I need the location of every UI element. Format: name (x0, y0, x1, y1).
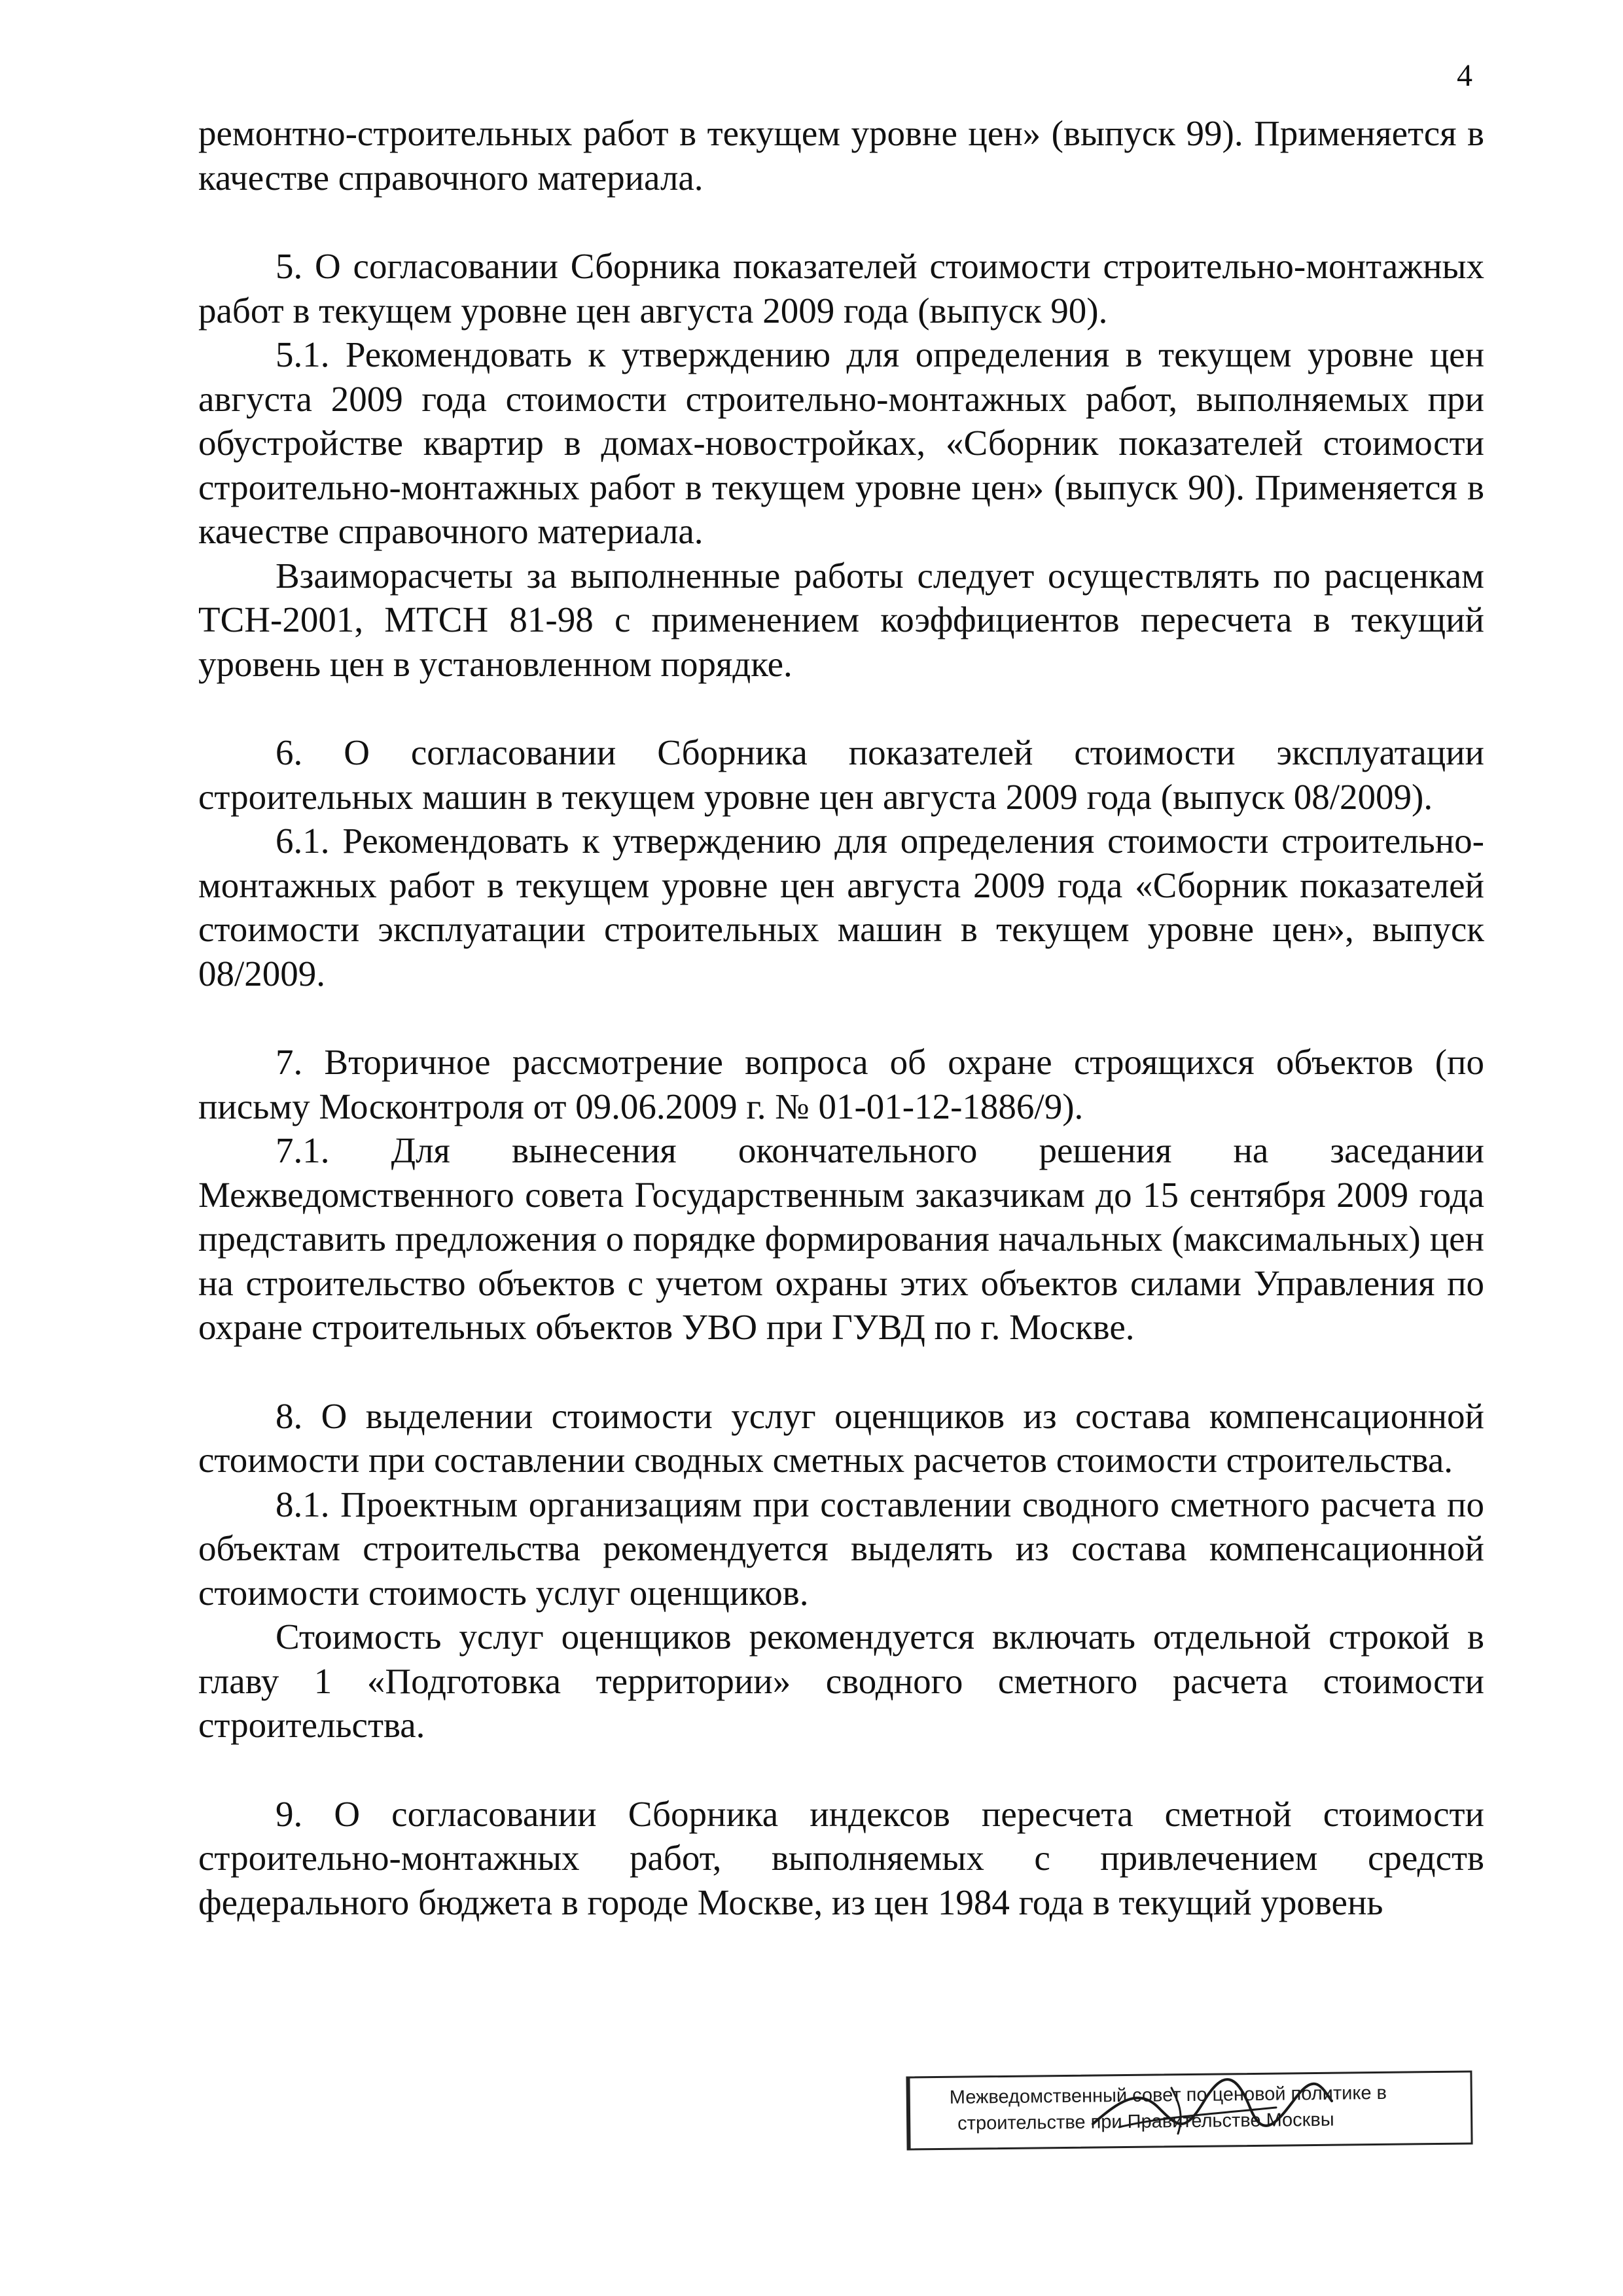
section-5-heading: 5. О согласовании Сборника показателей стоимости строительно-монтажных работ в текущем уровне цен августа 2009 года (выпуск 90). (198, 246, 1484, 331)
section-5-note: Взаиморасчеты за выполненные работы следует осуществлять по расценкам ТСН-2001, МТСН 81-98 с применением коэффициентов пересчета в текущий уровень цен в установленном порядке. (198, 555, 1484, 684)
page-number: 4 (1457, 58, 1472, 93)
document-body (198, 111, 1484, 1924)
section-8-note: Стоимость услуг оценщиков рекомендуется включать отдельной строкой в главу 1 «Подготовка территории» сводного сметного расчета стоимости строительства. (198, 1617, 1484, 1745)
section-6-heading: 6. О согласовании Сборника показателей стоимости эксплуатации строительных машин в текущем уровне цен августа 2009 года (выпуск 08/2009). (198, 732, 1484, 817)
section-8-1: 8.1. Проектным организациям при составлении сводного сметного расчета по объектам строительства рекомендуется выделять из состава компенсационной стоимости стоимость услуг оценщиков. (198, 1484, 1484, 1613)
section-6-1: 6.1. Рекомендовать к утверждению для определения стоимости строительно-монтажных работ в текущем уровне цен августа 2009 года «Сборник показателей стоимости эксплуатации строительных машин в текущем уровне цен», выпуск 08/2009. (198, 821, 1484, 994)
section-7-heading: 7. Вторичное рассмотрение вопроса об охране строящихся объектов (по письму Москонтроля от 09.06.2009 г. № 01-01-12-1886/9). (198, 1042, 1484, 1126)
paragraph-continuation: ремонтно-строительных работ в текущем уровне цен» (выпуск 99). Применяется в качестве справочного материала. (198, 113, 1484, 198)
signature-scribble (1080, 2062, 1342, 2147)
stamp-line-2: строительстве при Правительстве Москвы (957, 2109, 1334, 2134)
section-8-heading: 8. О выделении стоимости услуг оценщиков из состава компенсационной стоимости при составлении сводных сметных расчетов стоимости строительства. (198, 1395, 1484, 1480)
section-7-1: 7.1. Для вынесения окончательного решения на заседании Межведомственного совета Государственным заказчикам до 15 сентября 2009 года представить предложения о порядке формирования начальных (максимальных) цен на строительство объектов с учетом охраны этих объектов силами Управления по охране строительных объектов УВО при ГУВД по г. Москве. (198, 1130, 1484, 1347)
stamp-line-1: Межведомственный совет по ценовой политике в (949, 2082, 1387, 2108)
section-5-1: 5.1. Рекомендовать к утверждению для определения в текущем уровне цен августа 2009 года стоимости строительно-монтажных работ, выполняемых при обустройстве квартир в домах-новостройках, «Сборник показателей стоимости строительно-монтажных работ в текущем уровне цен» (выпуск 90). Применяется в качестве справочного материала. (198, 334, 1484, 551)
section-9-heading: 9. О согласовании Сборника индексов пересчета сметной стоимости строительно-монтажных работ, выполняемых с привлечением средств федерального бюджета в городе Москве, из цен 1984 года в текущий уровень (198, 1793, 1484, 1922)
